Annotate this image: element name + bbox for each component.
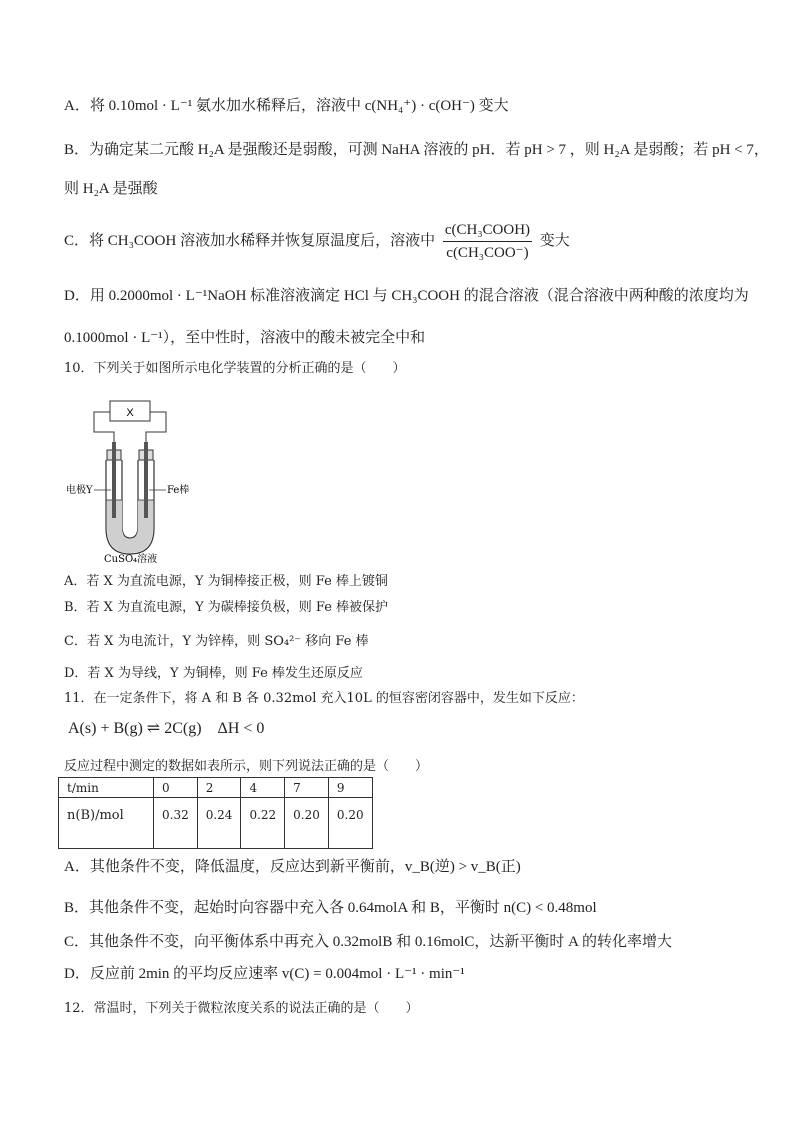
q11-table-intro: 反应过程中测定的数据如表所示，则下列说法正确的是（ ） (64, 759, 429, 774)
data-table (58, 777, 373, 849)
electrode-y (112, 442, 116, 518)
table-header-cell: 7 (285, 778, 329, 798)
q10-option-d: D．若 X 为导线，Y 为铜棒，则 Fe 棒发生还原反应 (64, 666, 363, 681)
q9-option-c-text: C．将 CH₃COOH 溶液加水稀释并恢复原温度后，溶液中 (64, 233, 436, 249)
q9-option-d: D．用 0.2000mol · L⁻¹NaOH 标准溶液滴定 HCl 与 CH₃COOH 的混合溶液（混合溶液中两种酸的浓度均为 (64, 288, 749, 304)
table-row (59, 798, 373, 849)
table-row (59, 778, 373, 798)
q9-option-d-continued: 0.1000mol · L⁻¹），至中性时，溶液中的酸未被完全中和 (64, 330, 426, 346)
table-cell: 0.24 (197, 798, 241, 849)
table-cell: 0.20 (285, 798, 329, 849)
table-cell: 0.32 (154, 798, 198, 849)
table-header-cell: 9 (328, 778, 372, 798)
q9-option-c-suffix: 变大 (539, 233, 570, 249)
q9-option-b-continued: 则 H₂A 是强酸 (64, 181, 158, 197)
q10-stem: 10．下列关于如图所示电化学装置的分析正确的是（ ） (64, 361, 406, 376)
q12-stem: 12．常温时，下列关于微粒浓度关系的说法正确的是（ ） (64, 1001, 419, 1016)
table-cell: n(B)/mol (59, 798, 154, 849)
table-header-cell: 0 (154, 778, 198, 798)
q9-option-b: B．为确定某二元酸 H₂A 是强酸还是弱酸，可测 NaHA 溶液的 pH．若 pH > 7 ，则 H₂A 是弱酸；若 pH < 7， (64, 142, 769, 158)
q11-stem: 11．在一定条件下，将 A 和 B 各 0.32mol 充入10L 的恒容密闭容器中，发生如下反应： (64, 691, 584, 706)
table-header-cell: 2 (197, 778, 241, 798)
electrochemical-cell-figure (60, 392, 200, 564)
electrode-y-label: 电极Y (66, 485, 93, 496)
device-x-label: X (126, 407, 134, 419)
q11-option-a: A．其他条件不变，降低温度，反应达到新平衡前，v_B(逆) > v_B(正) (64, 859, 521, 875)
q10-option-b: B．若 X 为直流电源，Y 为碳棒接负极，则 Fe 棒被保护 (64, 600, 389, 615)
concentration-fraction (443, 220, 532, 263)
q9-option-c (64, 219, 570, 263)
table-header-cell: t/min (59, 778, 154, 798)
q11-equation: A(s) + B(g) ⇌ 2C(g) ΔH < 0 (68, 720, 265, 737)
table-cell: 0.22 (241, 798, 285, 849)
q10-option-c: C．若 X 为电流计，Y 为锌棒，则 SO₄²⁻ 移向 Fe 棒 (64, 634, 369, 649)
solution-label: CuSO₄溶液 (104, 554, 158, 564)
fe-rod (144, 442, 148, 518)
table-cell: 0.20 (328, 798, 372, 849)
fraction-denominator: c(CH₃COO⁻) (446, 245, 529, 262)
q10-option-a: A．若 X 为直流电源，Y 为铜棒接正极，则 Fe 棒上镀铜 (64, 574, 388, 589)
q11-option-b: B．其他条件不变，起始时向容器中充入各 0.64molA 和 B，平衡时 n(C) < 0.48mol (64, 900, 597, 916)
q11-option-c: C．其他条件不变，向平衡体系中再充入 0.32molB 和 0.16molC，达新平衡时 A 的转化率增大 (64, 934, 672, 950)
q11-option-d: D．反应前 2min 的平均反应速率 v(C) = 0.004mol · L⁻¹ · min⁻¹ (64, 966, 465, 982)
table-header-cell: 4 (241, 778, 285, 798)
q9-option-a: A．将 0.10mol · L⁻¹ 氨水加水稀释后，溶液中 c(NH₄⁺) · c(OH⁻) 变大 (64, 98, 509, 114)
fe-rod-label: Fe棒 (167, 485, 190, 496)
fraction-numerator: c(CH₃COOH) (443, 220, 532, 242)
